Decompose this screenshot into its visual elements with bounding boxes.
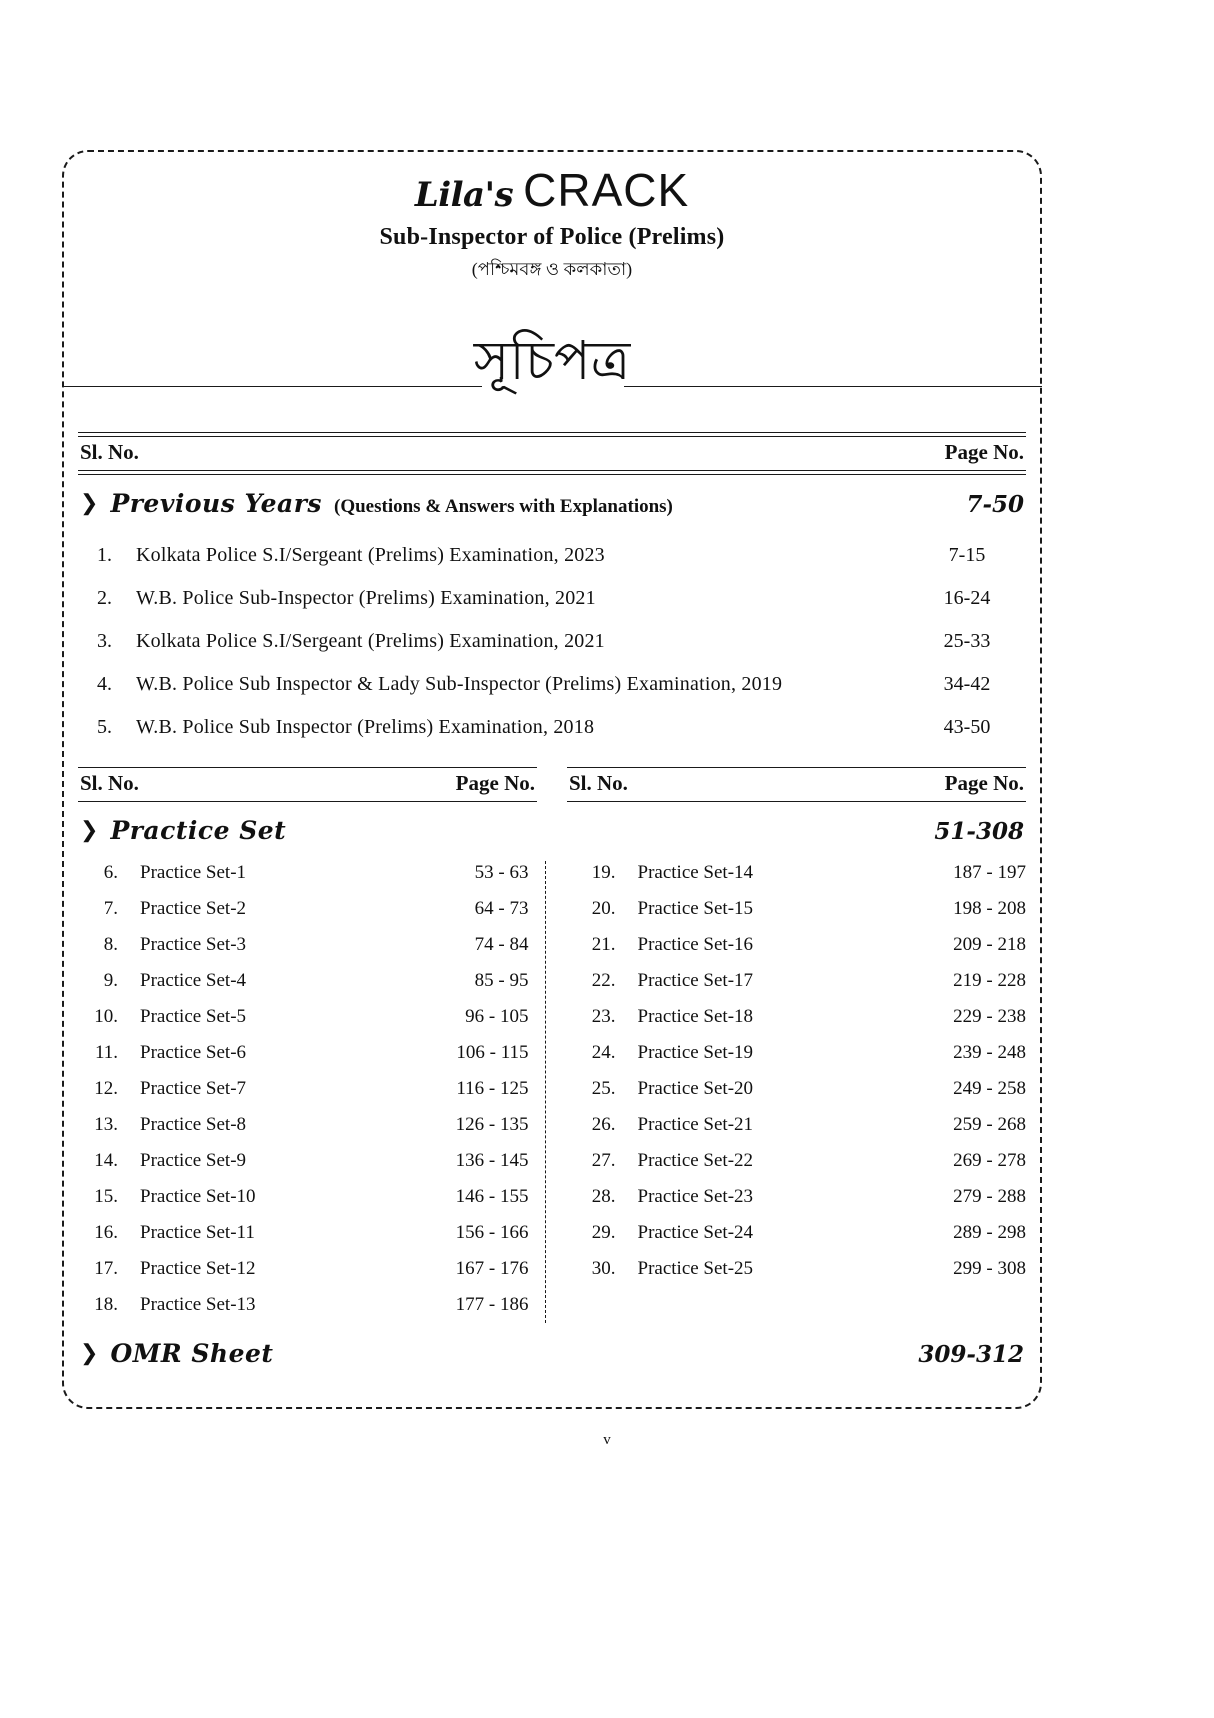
row-page-number: 219 - 228 xyxy=(953,970,1026,992)
brand-main-text: CRACK xyxy=(523,164,690,216)
row-serial-number: 5. xyxy=(97,716,112,739)
row-serial-number: 11. xyxy=(94,1042,118,1064)
row-title: Practice Set-5 xyxy=(140,1006,247,1028)
practice-set-header-right xyxy=(567,767,1026,802)
ps-right-rule-bottom xyxy=(567,801,1026,802)
row-serial-number: 6. xyxy=(103,862,118,884)
list-item[interactable] xyxy=(576,1215,1027,1251)
row-title: Kolkata Police S.I/Sergeant (Prelims) Examination, 2023 xyxy=(136,544,605,567)
row-title: Practice Set-6 xyxy=(140,1042,247,1064)
list-item[interactable] xyxy=(576,1035,1027,1071)
row-page-number: 239 - 248 xyxy=(953,1042,1026,1064)
row-serial-number: 26. xyxy=(591,1114,616,1136)
row-serial-number: 1. xyxy=(97,544,112,567)
row-title: Practice Set-18 xyxy=(637,1006,754,1028)
row-title: W.B. Police Sub Inspector & Lady Sub-Inspector (Prelims) Examination, 2019 xyxy=(136,673,783,696)
list-item[interactable] xyxy=(78,963,529,999)
row-title: Practice Set-15 xyxy=(637,898,754,920)
section-omr-sheet[interactable] xyxy=(78,1323,1026,1374)
column-header-sl-no: Sl. No. xyxy=(80,440,139,465)
table-row[interactable] xyxy=(78,706,1026,749)
row-title: Practice Set-23 xyxy=(637,1186,754,1208)
row-page-number: 156 - 166 xyxy=(455,1222,529,1244)
row-page-number: 279 - 288 xyxy=(953,1186,1026,1208)
list-item[interactable] xyxy=(78,1071,529,1107)
section-title-omr-sheet: OMR Sheet xyxy=(110,1339,274,1369)
row-page-number: 53 - 63 xyxy=(474,862,529,884)
row-serial-number: 9. xyxy=(103,970,118,992)
row-serial-number: 3. xyxy=(97,630,112,653)
row-page-number: 106 - 115 xyxy=(456,1042,529,1064)
row-title: W.B. Police Sub Inspector (Prelims) Examination, 2018 xyxy=(136,716,595,739)
bullet-marker-icon: ❯ xyxy=(80,817,99,843)
row-title: Practice Set-14 xyxy=(637,862,754,884)
row-serial-number: 30. xyxy=(591,1258,616,1280)
practice-set-columns xyxy=(78,855,1026,1323)
brand-lockup xyxy=(78,166,1026,214)
section-note-previous-years: (Questions & Answers with Explanations) xyxy=(334,496,673,518)
list-item[interactable] xyxy=(576,1179,1027,1215)
row-serial-number: 25. xyxy=(591,1078,616,1100)
row-page-number: 74 - 84 xyxy=(474,934,529,956)
list-item[interactable] xyxy=(78,855,529,891)
column-header-sl-no-left: Sl. No. xyxy=(80,771,139,796)
practice-set-column-right xyxy=(546,855,1027,1323)
section-previous-years-left xyxy=(80,489,673,518)
row-page-number: 269 - 278 xyxy=(953,1150,1026,1172)
section-practice-set-left xyxy=(80,816,286,845)
list-item[interactable] xyxy=(78,1179,529,1215)
list-item[interactable] xyxy=(576,999,1027,1035)
list-item[interactable] xyxy=(576,1143,1027,1179)
brand-script-text: Lila's xyxy=(414,175,514,215)
row-page-number: 167 - 176 xyxy=(455,1258,529,1280)
column-header-page-no-right: Page No. xyxy=(944,771,1024,796)
row-page-number: 25-33 xyxy=(943,630,991,653)
table-row[interactable] xyxy=(78,663,1026,706)
column-header-page-no-left: Page No. xyxy=(455,771,535,796)
row-title: Practice Set-19 xyxy=(637,1042,754,1064)
previous-years-list xyxy=(78,534,1026,749)
row-page-number: 146 - 155 xyxy=(455,1186,529,1208)
row-title: Practice Set-25 xyxy=(637,1258,754,1280)
list-item[interactable] xyxy=(78,1215,529,1251)
row-title: Practice Set-1 xyxy=(140,862,247,884)
row-serial-number: 20. xyxy=(591,898,616,920)
row-title: Practice Set-21 xyxy=(637,1114,754,1136)
section-previous-years[interactable] xyxy=(78,475,1026,528)
row-title: Practice Set-9 xyxy=(140,1150,247,1172)
section-title-previous-years: Previous Years xyxy=(110,489,322,519)
row-title: Practice Set-11 xyxy=(140,1222,255,1244)
row-title: Practice Set-10 xyxy=(140,1186,256,1208)
table-row[interactable] xyxy=(78,534,1026,577)
bullet-marker-icon: ❯ xyxy=(80,490,99,516)
list-item[interactable] xyxy=(576,891,1027,927)
row-serial-number: 13. xyxy=(94,1114,118,1136)
list-item[interactable] xyxy=(78,1107,529,1143)
row-title: Practice Set-4 xyxy=(140,970,247,992)
row-title: Practice Set-22 xyxy=(637,1150,754,1172)
row-title: Practice Set-8 xyxy=(140,1114,247,1136)
list-item[interactable] xyxy=(78,1251,529,1287)
row-page-number: 259 - 268 xyxy=(953,1114,1026,1136)
row-page-number: 229 - 238 xyxy=(953,1006,1026,1028)
practice-set-header-left xyxy=(78,767,537,802)
row-serial-number: 29. xyxy=(591,1222,616,1244)
ps-left-rule-bottom xyxy=(78,801,537,802)
section-practice-set[interactable] xyxy=(78,802,1026,855)
row-title: Practice Set-20 xyxy=(637,1078,754,1100)
row-page-number: 249 - 258 xyxy=(953,1078,1026,1100)
section-title-practice-set: Practice Set xyxy=(110,816,287,846)
row-page-number: 96 - 105 xyxy=(465,1006,529,1028)
row-title: Practice Set-13 xyxy=(140,1294,256,1316)
exam-subtitle: Sub-Inspector of Police (Prelims) xyxy=(379,224,725,251)
row-page-number: 16-24 xyxy=(943,587,991,610)
list-item[interactable] xyxy=(78,891,529,927)
section-omr-left xyxy=(80,1339,273,1368)
column-header-page-no: Page No. xyxy=(944,440,1024,465)
bullet-marker-icon: ❯ xyxy=(80,1340,99,1366)
page-title: সূচিপত্র xyxy=(473,331,631,392)
row-title: Practice Set-3 xyxy=(140,934,247,956)
row-page-number: 209 - 218 xyxy=(953,934,1026,956)
row-page-number: 43-50 xyxy=(943,716,991,739)
previous-years-table-header xyxy=(78,437,1026,470)
row-page-number: 299 - 308 xyxy=(953,1258,1026,1280)
exam-region-bengali: (পশ্চিমবঙ্গ ও কলকাতা) xyxy=(471,259,633,280)
row-serial-number: 22. xyxy=(591,970,616,992)
row-page-number: 136 - 145 xyxy=(455,1150,529,1172)
list-item[interactable] xyxy=(78,1035,529,1071)
row-serial-number: 24. xyxy=(591,1042,616,1064)
row-page-number: 7-15 xyxy=(948,544,986,567)
list-item[interactable] xyxy=(576,1107,1027,1143)
row-title: Practice Set-12 xyxy=(140,1258,256,1280)
row-page-number: 289 - 298 xyxy=(953,1222,1026,1244)
row-serial-number: 19. xyxy=(591,862,616,884)
toc-title-band xyxy=(78,320,1026,432)
row-serial-number: 10. xyxy=(94,1006,118,1028)
list-item[interactable] xyxy=(576,927,1027,963)
list-item[interactable] xyxy=(576,1071,1027,1107)
row-serial-number: 7. xyxy=(103,898,118,920)
row-page-number: 116 - 125 xyxy=(456,1078,529,1100)
row-page-number: 177 - 186 xyxy=(455,1294,529,1316)
section-pages-previous-years: 7-50 xyxy=(966,491,1024,519)
row-serial-number: 15. xyxy=(94,1186,118,1208)
row-page-number: 198 - 208 xyxy=(953,898,1026,920)
table-row[interactable] xyxy=(78,577,1026,620)
row-title: Kolkata Police S.I/Sergeant (Prelims) Examination, 2021 xyxy=(136,630,605,653)
row-title: Practice Set-24 xyxy=(637,1222,754,1244)
folio-page-number: v xyxy=(603,1432,611,1448)
row-serial-number: 21. xyxy=(591,934,616,956)
row-serial-number: 12. xyxy=(94,1078,118,1100)
row-title: Practice Set-16 xyxy=(637,934,754,956)
row-serial-number: 27. xyxy=(591,1150,616,1172)
list-item[interactable] xyxy=(576,1251,1027,1287)
row-page-number: 34-42 xyxy=(943,673,991,696)
row-serial-number: 16. xyxy=(94,1222,118,1244)
row-title: W.B. Police Sub-Inspector (Prelims) Examination, 2021 xyxy=(136,587,596,610)
section-pages-practice-set: 51-308 xyxy=(934,818,1024,846)
practice-set-block xyxy=(78,767,1026,1374)
column-header-sl-no-right: Sl. No. xyxy=(569,771,628,796)
row-page-number: 126 - 135 xyxy=(455,1114,529,1136)
row-serial-number: 18. xyxy=(94,1294,118,1316)
row-serial-number: 14. xyxy=(94,1150,118,1172)
section-pages-omr-sheet: 309-312 xyxy=(918,1341,1024,1369)
practice-set-table-headers xyxy=(78,767,1026,802)
row-page-number: 64 - 73 xyxy=(474,898,529,920)
row-serial-number: 4. xyxy=(97,673,112,696)
list-item[interactable] xyxy=(576,855,1027,891)
row-serial-number: 2. xyxy=(97,587,112,610)
row-title: Practice Set-2 xyxy=(140,898,247,920)
row-serial-number: 17. xyxy=(94,1258,118,1280)
row-page-number: 85 - 95 xyxy=(474,970,529,992)
practice-set-column-left xyxy=(78,855,545,1323)
row-serial-number: 28. xyxy=(591,1186,616,1208)
toc-page-content xyxy=(62,150,1042,1409)
table-row[interactable] xyxy=(78,620,1026,663)
row-title: Practice Set-7 xyxy=(140,1078,247,1100)
row-serial-number: 23. xyxy=(591,1006,616,1028)
row-serial-number: 8. xyxy=(103,934,118,956)
list-item[interactable] xyxy=(78,1143,529,1179)
row-title: Practice Set-17 xyxy=(637,970,754,992)
list-item[interactable] xyxy=(78,999,529,1035)
list-item[interactable] xyxy=(78,1287,529,1323)
list-item[interactable] xyxy=(576,963,1027,999)
list-item[interactable] xyxy=(78,927,529,963)
row-page-number: 187 - 197 xyxy=(953,862,1026,884)
masthead xyxy=(78,150,1026,286)
